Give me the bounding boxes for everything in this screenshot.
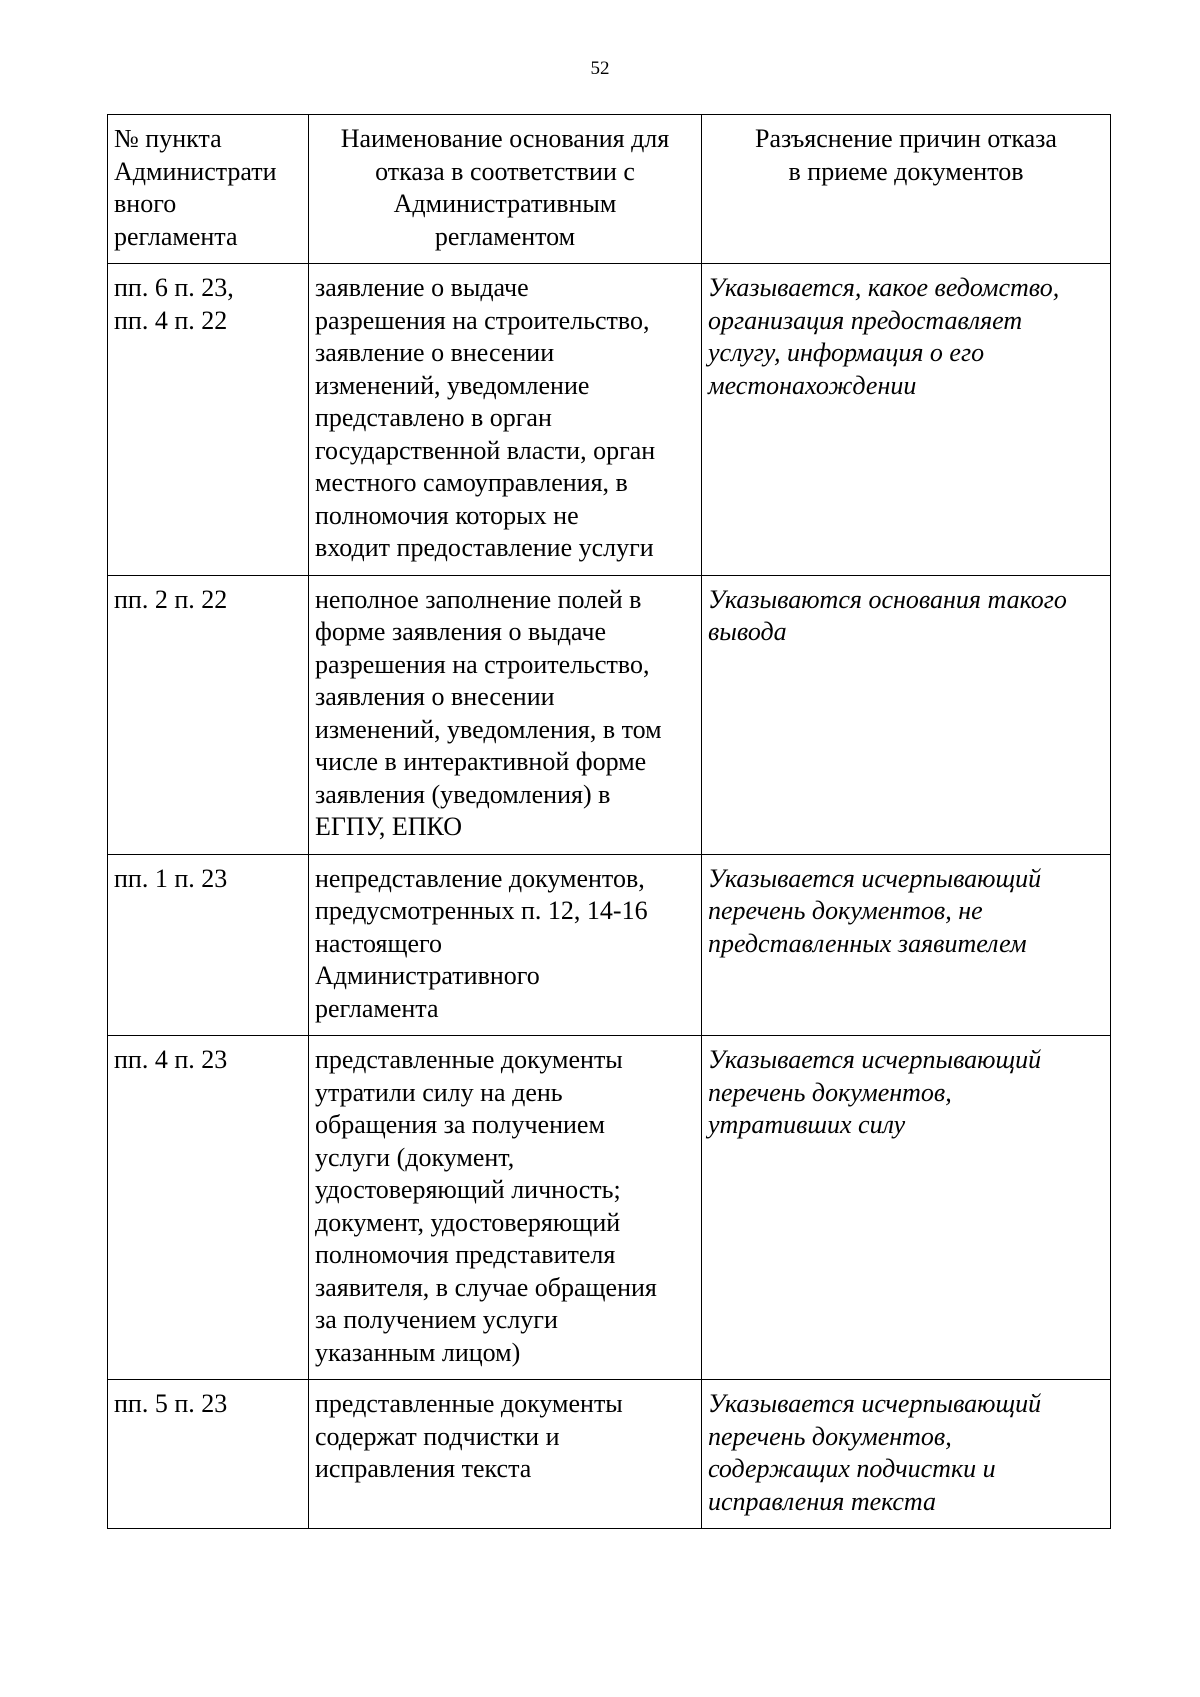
explanation-cell <box>702 1036 1111 1380</box>
table-row <box>108 264 1111 576</box>
header-point-cell <box>108 115 309 264</box>
basis-line: за получением услуги <box>315 1305 558 1334</box>
explanation-line: исправления текста <box>708 1486 936 1516</box>
basis-line: исправления текста <box>315 1454 532 1483</box>
explanation-cell <box>702 854 1111 1036</box>
basis-line: неполное заполнение полей в <box>315 584 642 614</box>
point-line: пп. 6 п. 23, <box>114 273 234 302</box>
basis-line: изменений, уведомления, в том <box>315 714 662 744</box>
header-basis-line: регламентом <box>434 221 576 251</box>
header-point-line: Администрати <box>114 156 277 186</box>
point-line: пп. 4 п. 22 <box>114 305 228 335</box>
basis-line: заявления (уведомления) в <box>315 779 611 809</box>
explanation-line: перечень документов, <box>708 1077 952 1107</box>
explanation-line: утративших силу <box>708 1110 906 1139</box>
point-line: пп. 1 п. 23 <box>114 863 228 893</box>
explanation-line: Указывается исчерпывающий <box>708 863 1042 893</box>
point-cell <box>108 575 309 854</box>
basis-line: представлено в орган <box>315 403 552 432</box>
header-point-line: вного <box>114 189 177 218</box>
explanation-line: организация предоставляет <box>708 305 1023 335</box>
header-point-line: регламента <box>114 221 238 251</box>
basis-line: входит предоставление услуги <box>315 533 654 562</box>
header-basis-line: Наименование основания для <box>340 124 670 153</box>
point-cell <box>108 1036 309 1380</box>
basis-line: государственной власти, орган <box>315 435 656 465</box>
explanation-line: перечень документов, не <box>708 896 983 925</box>
basis-line: заявление о выдаче <box>315 273 529 302</box>
basis-line: настоящего <box>315 928 443 958</box>
basis-line: удостоверяющий личность; <box>315 1175 621 1204</box>
header-explanation-line: в приеме документов <box>788 156 1024 186</box>
basis-line: полномочия которых не <box>315 500 579 530</box>
explanation-line: Указываются основания такого <box>708 584 1067 614</box>
basis-line: ЕГПУ, ЕПКО <box>315 812 462 841</box>
explanation-cell <box>702 575 1111 854</box>
basis-line: изменений, уведомление <box>315 370 590 400</box>
explanation-line: вывода <box>708 617 787 646</box>
header-basis-line: отказа в соответствии с <box>375 156 635 186</box>
basis-line: услуги (документ, <box>315 1142 515 1172</box>
point-cell <box>108 1380 309 1529</box>
explanation-cell <box>702 1380 1111 1529</box>
point-line: пп. 5 п. 23 <box>114 1389 228 1418</box>
basis-line: документ, удостоверяющий <box>315 1207 621 1237</box>
header-explanation-line: Разъяснение причин отказа <box>755 124 1057 153</box>
explanation-line: представленных заявителем <box>708 928 1027 958</box>
header-point-line: № пункта <box>114 124 222 153</box>
basis-line: представленные документы <box>315 1389 623 1418</box>
table-row <box>108 575 1111 854</box>
basis-line: содержат подчистки и <box>315 1421 560 1451</box>
header-basis-line: Административным <box>393 189 617 218</box>
table-row <box>108 1036 1111 1380</box>
table-header-row <box>108 115 1111 264</box>
explanation-line: содержащих подчистки и <box>708 1454 996 1483</box>
explanation-line: Указывается исчерпывающий <box>708 1389 1042 1418</box>
basis-line: указанным лицом) <box>315 1337 521 1367</box>
header-basis-cell <box>309 115 702 264</box>
basis-line: непредставление документов, <box>315 863 645 893</box>
basis-cell <box>309 1036 702 1380</box>
basis-line: обращения за получением <box>315 1110 605 1139</box>
explanation-cell <box>702 264 1111 576</box>
basis-line: представленные документы <box>315 1045 623 1074</box>
point-line: пп. 4 п. 23 <box>114 1045 228 1074</box>
basis-line: местного самоуправления, в <box>315 468 628 497</box>
basis-cell <box>309 264 702 576</box>
basis-line: разрешения на строительство, <box>315 305 650 335</box>
basis-line: утратили силу на день <box>315 1077 563 1107</box>
explanation-line: Указывается, какое ведомство, <box>708 273 1060 302</box>
basis-line: числе в интерактивной форме <box>315 747 647 776</box>
point-cell <box>108 264 309 576</box>
basis-cell <box>309 575 702 854</box>
page-number: 52 <box>590 58 610 79</box>
basis-line: разрешения на строительство, <box>315 649 650 679</box>
basis-line: заявления о внесении <box>315 682 555 711</box>
basis-line: Административного <box>315 961 540 990</box>
point-line: пп. 2 п. 22 <box>114 584 228 614</box>
table-row <box>108 854 1111 1036</box>
header-explanation-cell <box>702 115 1111 264</box>
explanation-line: перечень документов, <box>708 1421 952 1451</box>
explanation-line: услугу, информация о его <box>708 338 985 367</box>
explanation-line: Указывается исчерпывающий <box>708 1045 1042 1074</box>
basis-line: предусмотренных п. 12, 14-16 <box>315 896 648 925</box>
basis-line: полномочия представителя <box>315 1240 616 1269</box>
basis-cell <box>309 854 702 1036</box>
table-row <box>108 1380 1111 1529</box>
basis-line: заявителя, в случае обращения <box>315 1272 657 1302</box>
refusal-grounds-table <box>107 114 1111 1529</box>
basis-line: регламента <box>315 993 439 1023</box>
basis-cell <box>309 1380 702 1529</box>
point-cell <box>108 854 309 1036</box>
basis-line: форме заявления о выдаче <box>315 617 607 646</box>
explanation-line: местонахождении <box>708 370 917 400</box>
basis-line: заявление о внесении <box>315 338 555 367</box>
